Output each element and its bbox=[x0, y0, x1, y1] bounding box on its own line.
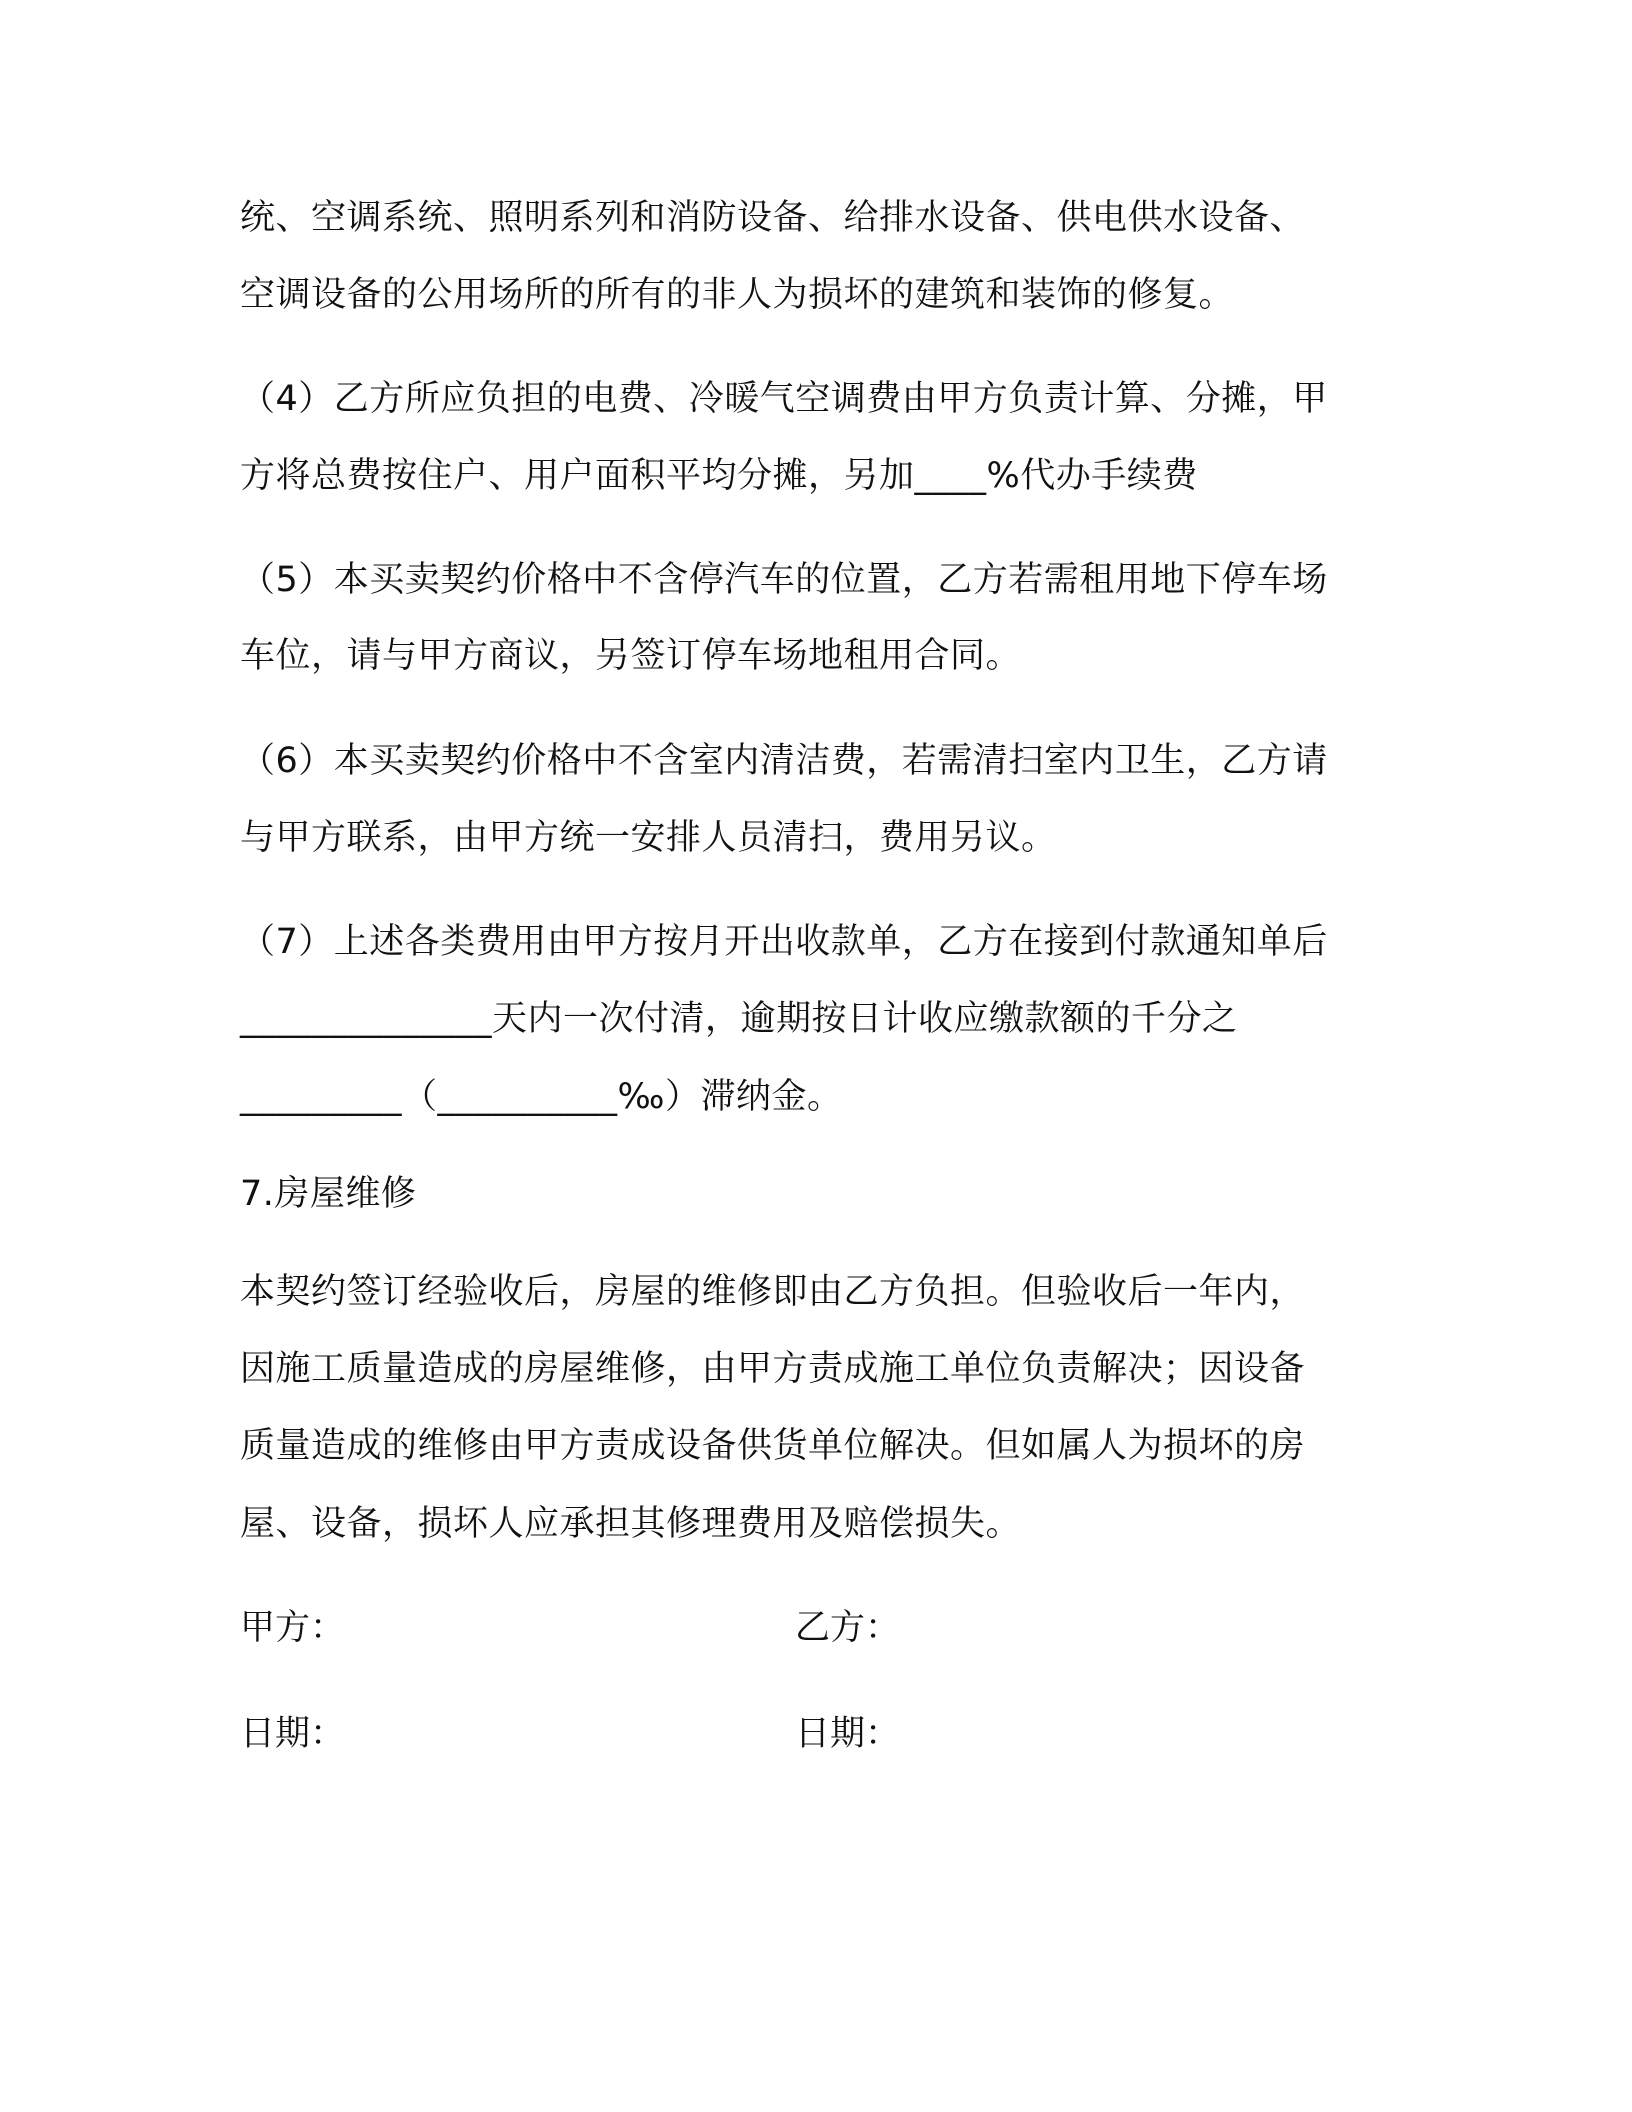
maintenance-line-1: 本契约签订经验收后，房屋的维修即由乙方负担。但验收后一年内， bbox=[240, 1272, 1306, 1312]
clause-7-line-2: ______________天内一次付清，逾期按日计收应缴款额的千分之 bbox=[240, 999, 1238, 1039]
clause-7-line-3: _________（__________‰）滞纳金。 bbox=[240, 1077, 843, 1117]
party-a-label: 甲方： bbox=[240, 1608, 346, 1648]
clause-4-line-1: （4）乙方所应负担的电费、冷暖气空调费由甲方负责计算、分摊，甲 bbox=[240, 379, 1328, 419]
section-heading: 7.房屋维修 bbox=[240, 1174, 417, 1214]
clause-4-line-2: 方将总费按住户、用户面积平均分摊，另加____%代办手续费 bbox=[240, 456, 1198, 496]
date-b-label: 日期： bbox=[795, 1714, 901, 1754]
date-a-label: 日期： bbox=[240, 1714, 346, 1754]
clause-6-line-2: 与甲方联系，由甲方统一安排人员清扫，费用另议。 bbox=[240, 818, 1057, 858]
clause-7-line-1: （7）上述各类费用由甲方按月开出收款单，乙方在接到付款通知单后 bbox=[240, 922, 1328, 962]
maintenance-line-4: 屋、设备，损坏人应承担其修理费用及赔偿损失。 bbox=[240, 1504, 1022, 1544]
maintenance-line-2: 因施工质量造成的房屋维修，由甲方责成施工单位负责解决；因设备 bbox=[240, 1349, 1306, 1389]
clause-6-line-1: （6）本买卖契约价格中不含室内清洁费，若需清扫室内卫生，乙方请 bbox=[240, 741, 1328, 781]
party-b-label: 乙方： bbox=[795, 1608, 901, 1648]
clause-5-line-1: （5）本买卖契约价格中不含停汽车的位置，乙方若需租用地下停车场 bbox=[240, 560, 1328, 600]
body-text-line: 统、空调系统、照明系列和消防设备、给排水设备、供电供水设备、 bbox=[240, 198, 1306, 238]
body-text-line: 空调设备的公用场所的所有的非人为损坏的建筑和装饰的修复。 bbox=[240, 275, 1235, 315]
maintenance-line-3: 质量造成的维修由甲方责成设备供货单位解决。但如属人为损坏的房 bbox=[240, 1426, 1306, 1466]
clause-5-line-2: 车位，请与甲方商议，另签订停车场地租用合同。 bbox=[240, 636, 1022, 676]
